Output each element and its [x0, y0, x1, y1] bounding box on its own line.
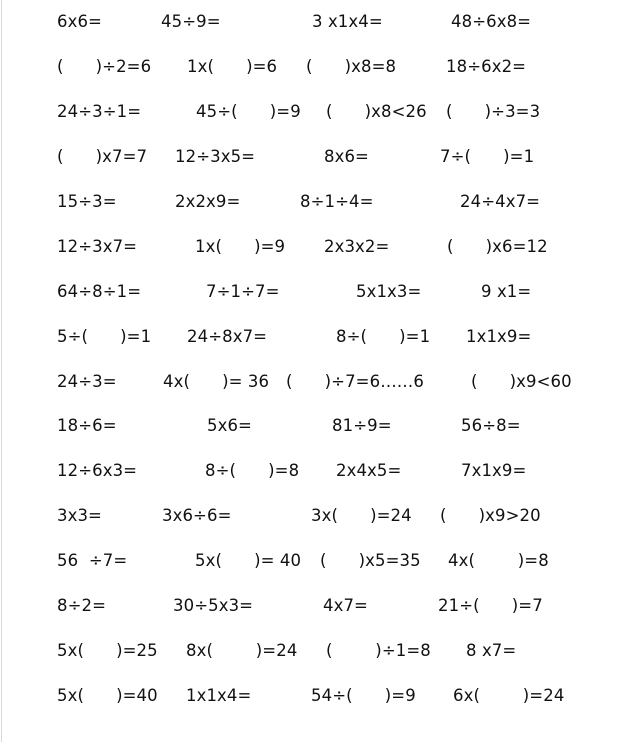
- math-problem: 5x1x3=: [356, 282, 422, 301]
- math-problem: 48÷6x8=: [451, 12, 532, 31]
- math-problem: 24÷3=: [57, 372, 117, 391]
- math-problem: ( )x9<60: [471, 372, 572, 391]
- math-problem: 56 ÷7=: [57, 551, 128, 570]
- math-problem: ( )÷2=6: [57, 57, 152, 76]
- math-problem: 54÷( )=9: [311, 686, 416, 705]
- problem-row: [0, 501, 633, 531]
- math-problem: 1x1x9=: [466, 327, 532, 346]
- math-problem: ( )x8<26: [326, 102, 427, 121]
- math-problem: 8÷( )=1: [336, 327, 431, 346]
- problem-row: [0, 636, 633, 666]
- problem-row: [0, 546, 633, 576]
- math-problem: 45÷9=: [161, 12, 221, 31]
- math-problem: 8x( )=24: [186, 641, 298, 660]
- math-problem: 24÷8x7=: [187, 327, 268, 346]
- math-problem: 2x3x2=: [324, 237, 390, 256]
- math-problem: 8x6=: [324, 147, 369, 166]
- problem-row: [0, 142, 633, 172]
- math-problem: 21÷( )=7: [438, 596, 543, 615]
- math-problem: 8 x7=: [466, 641, 517, 660]
- math-problem: 8÷1÷4=: [300, 192, 374, 211]
- math-problem: 8÷( )=8: [205, 461, 300, 480]
- problem-row: [0, 367, 633, 397]
- math-problem: 15÷3=: [57, 192, 117, 211]
- problem-row: [0, 7, 633, 37]
- math-problem: 3x3=: [57, 506, 102, 525]
- problem-row: [0, 232, 633, 262]
- problem-row: [0, 411, 633, 441]
- math-problem: 12÷3x5=: [175, 147, 256, 166]
- math-problem: 45÷( )=9: [196, 102, 301, 121]
- math-problem: 6x( )=24: [453, 686, 565, 705]
- math-problem: 2x2x9=: [175, 192, 241, 211]
- math-problem: 4x( )=8: [448, 551, 549, 570]
- problem-row: [0, 591, 633, 621]
- math-problem: 9 x1=: [481, 282, 532, 301]
- math-problem: 8÷2=: [57, 596, 107, 615]
- problem-row: [0, 97, 633, 127]
- math-problem: 12÷3x7=: [57, 237, 138, 256]
- math-problem: 1x1x4=: [186, 686, 252, 705]
- math-problem: 4x7=: [323, 596, 368, 615]
- problem-row: [0, 187, 633, 217]
- math-problem: 7÷1÷7=: [206, 282, 280, 301]
- math-problem: 5x( )=25: [57, 641, 158, 660]
- problem-row: [0, 681, 633, 711]
- math-problem: 30÷5x3=: [173, 596, 254, 615]
- math-problem: ( )÷1=8: [326, 641, 431, 660]
- problem-row: [0, 456, 633, 486]
- math-problem: ( )x5=35: [320, 551, 421, 570]
- math-problem: ( )x7=7: [57, 147, 148, 166]
- problem-row: [0, 322, 633, 352]
- math-problem: 18÷6x2=: [446, 57, 527, 76]
- math-problem: 5x( )=40: [57, 686, 158, 705]
- problem-row: [0, 52, 633, 82]
- math-problem: 18÷6=: [57, 416, 117, 435]
- math-problem: ( )x8=8: [306, 57, 397, 76]
- math-problem: ( )x6=12: [447, 237, 548, 256]
- math-problem: 3 x1x4=: [312, 12, 383, 31]
- math-problem: 1x( )=9: [195, 237, 286, 256]
- math-problem: 6x6=: [57, 12, 102, 31]
- math-problem: ( )÷7=6……6: [286, 372, 424, 391]
- math-problem: 24÷4x7=: [460, 192, 541, 211]
- math-problem: 5÷( )=1: [57, 327, 152, 346]
- math-problem: 5x( )= 40: [195, 551, 302, 570]
- math-problem: 5x6=: [207, 416, 252, 435]
- math-problem: 56÷8=: [461, 416, 521, 435]
- math-problem: 64÷8÷1=: [57, 282, 142, 301]
- math-problem: 12÷6x3=: [57, 461, 138, 480]
- math-problem: 7÷( )=1: [440, 147, 535, 166]
- math-problem: 3x( )=24: [311, 506, 412, 525]
- math-problem: 7x1x9=: [461, 461, 527, 480]
- math-problem: 2x4x5=: [336, 461, 402, 480]
- math-problem: ( )÷3=3: [446, 102, 541, 121]
- math-problem: 1x( )=6: [187, 57, 278, 76]
- math-problem: 4x( )= 36: [163, 372, 270, 391]
- problem-row: [0, 277, 633, 307]
- math-problem: 24÷3÷1=: [57, 102, 142, 121]
- math-problem: 3x6÷6=: [162, 506, 232, 525]
- math-problem: 81÷9=: [332, 416, 392, 435]
- math-problem: ( )x9>20: [440, 506, 541, 525]
